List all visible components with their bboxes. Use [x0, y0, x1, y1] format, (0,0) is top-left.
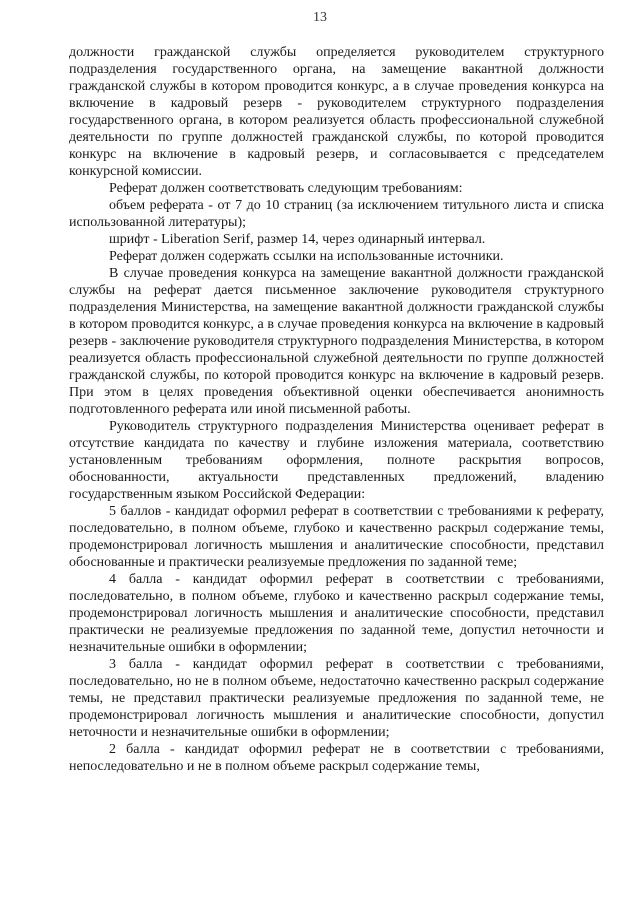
page-number: 13 [313, 10, 327, 25]
paragraph-score-3: 3 балла - кандидат оформил реферат в соответствии с требованиями, последовательно, но не в полном объеме, недостаточно качественно раскрыл содержание темы, не представил практически реализуемые предложения по заданной теме, не продемонстрировал логичность мышления и аналитические способности, допустил неточности и незначительные ошибки в оформлении; [69, 657, 604, 740]
paragraph-evaluation-criteria: Руководитель структурного подразделения Министерства оценивает реферат в отсутствие кандидата по качеству и глубине изложения материала, соответствию установленным требованиям оформления, полноте раскрытия вопросов, обоснованности, актуальности представленных предложений, владению государственным языком Российской Федерации: [69, 419, 604, 502]
paragraph-written-conclusion: В случае проведения конкурса на замещение вакантной должности гражданской службы на реферат дается письменное заключение руководителя структурного подразделения Министерства, на замещение вакантной должности гражданской службы в котором проводится конкурс, а в случае проведения конкурса на включение в кадровый резерв - заключение руководителя структурного подразделения Министерства, в котором реализуется область профессиональной служебной деятельности по группе должностей гражданской службы, по которой проводится конкурс на включение в кадровый резерв. При этом в целях проведения объективной оценки обеспечивается анонимность подготовленного реферата или иной письменной работы. [69, 266, 604, 417]
paragraph-font-requirement: шрифт - Liberation Serif, размер 14, через одинарный интервал. [109, 232, 486, 247]
paragraph-volume-requirement: объем реферата - от 7 до 10 страниц (за исключением титульного листа и списка использованной литературы); [69, 198, 604, 230]
paragraph-continuation: должности гражданской службы определяется руководителем структурного подразделения государственного органа, на замещение вакантной должности гражданской службы в котором проводится конкурс, а в случае проведения конкурса на включение в кадровый резерв - руководителем структурного подразделения государственного органа, в котором реализуется область профессиональной служебной деятельности по группе должностей гражданской службы, по которой проводится конкурс на включение в кадровый резерв, и согласовывается с председателем конкурсной комиссии. [69, 45, 604, 179]
paragraph-score-2: 2 балла - кандидат оформил реферат не в соответствии с требованиями, непоследовательно и не в полном объеме раскрыл содержание темы, [69, 742, 604, 774]
paragraph-requirements-intro: Реферат должен соответствовать следующим требованиям: [109, 181, 463, 196]
document-body [69, 44, 604, 775]
paragraph-score-4: 4 балла - кандидат оформил реферат в соответствии с требованиями, последовательно, в полном объеме, глубоко и качественно раскрыл содержание темы, продемонстрировал логичность мышления и аналитические способности, представил практически не реализуемые предложения по заданной теме, допустил неточности и незначительные ошибки в оформлении; [69, 572, 604, 655]
paragraph-references-requirement: Реферат должен содержать ссылки на использованные источники. [109, 249, 504, 264]
paragraph-score-5: 5 баллов - кандидат оформил реферат в соответствии с требованиями к реферату, последовательно, в полном объеме, глубоко и качественно раскрыл содержание темы, продемонстрировал логичность мышления и аналитические способности, представил обоснованные и практически реализуемые предложения по заданной теме; [69, 504, 604, 570]
